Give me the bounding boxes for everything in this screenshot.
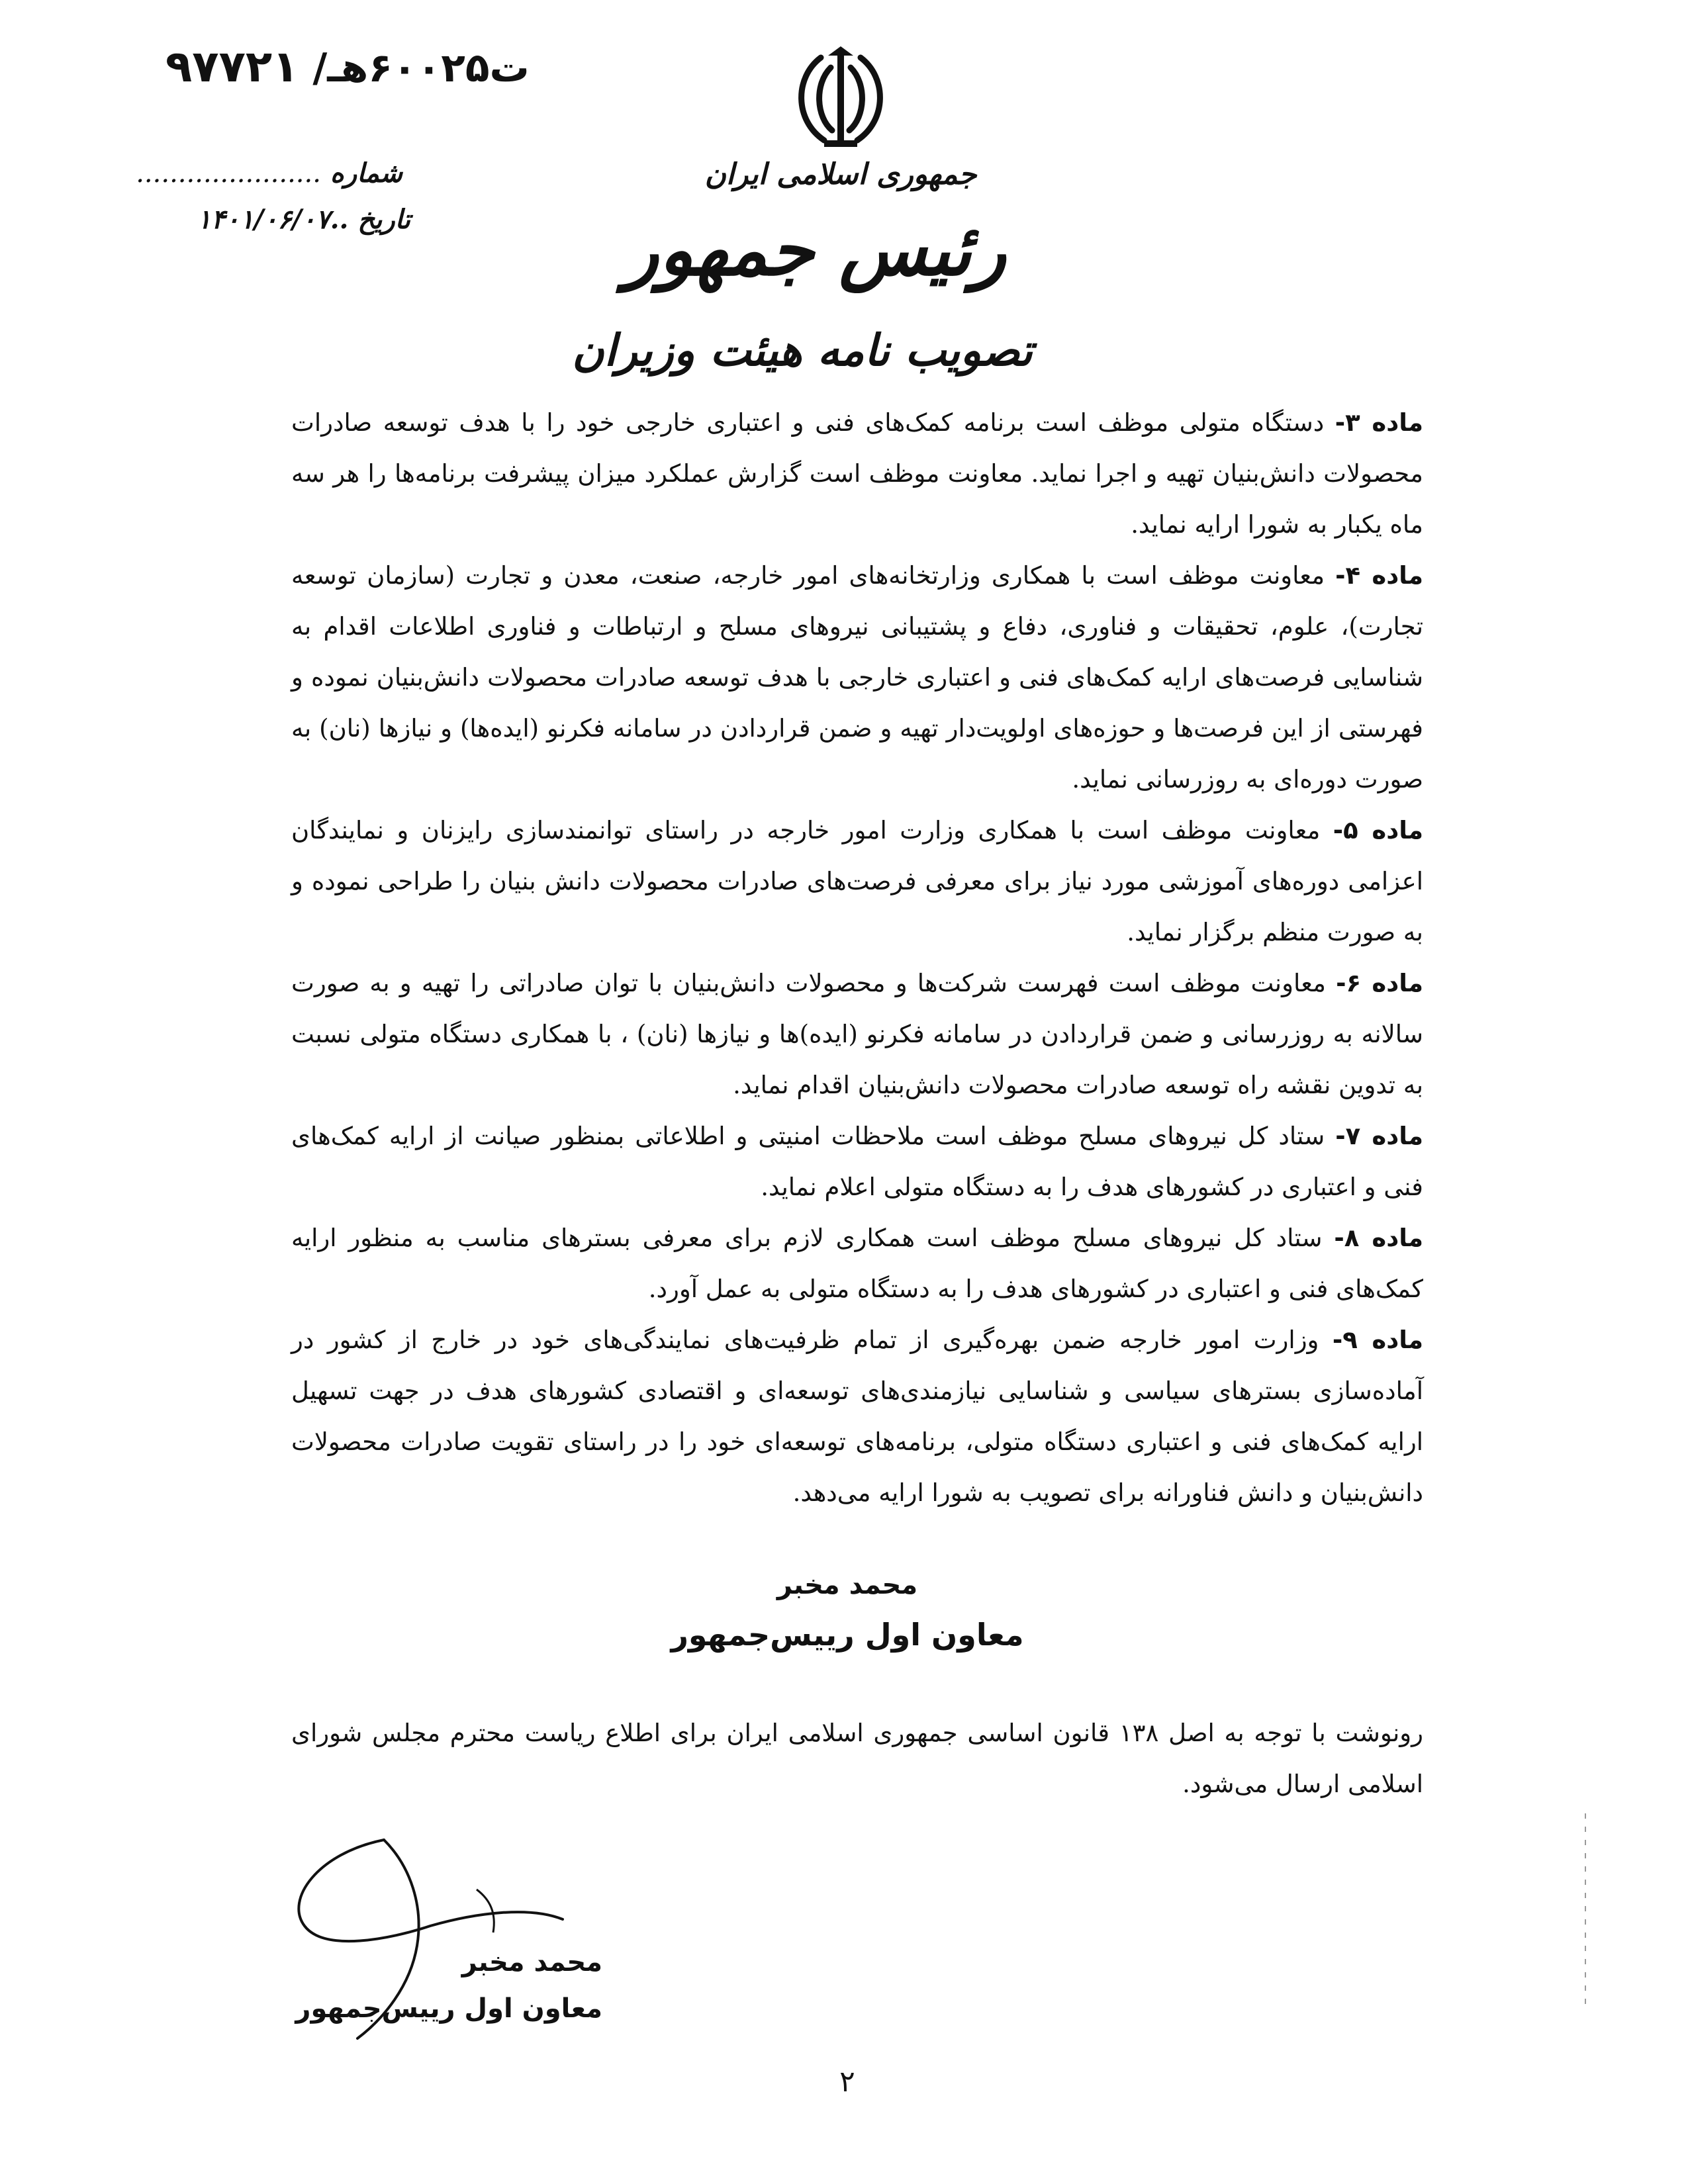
article-text: معاونت موظف است با همکاری وزارتخانه‌های امور خارجه، صنعت، معدن و تجارت (سازمان توسعه تجارت)، علوم، تحقیقات و فناوری، دفاع و پشتیبانی نیروهای مسلح و ارتباطات و فناوری اطلاعات اقدام به شناسایی فرصت‌های ارایه کمک‌های فنی و اعتباری خارجی با هدف توسعه صادرات محصولات دانش‌بنیان نموده و فهرستی از این فرصت‌ها و حوزه‌های اولویت‌دار تهیه و ضمن قراردادن در سامانه فکرنو (ایده‌ها) و نیازها (نان) به صورت دوره‌ای به روزرسانی نماید. xyxy=(291,561,1423,794)
signatory-title: معاون اول رییس‌جمهور xyxy=(671,1617,1024,1653)
page-number: ۲ xyxy=(839,2065,855,2099)
date-value: ..۱۴۰۱/۰۶/۰۷ xyxy=(197,204,349,235)
article-text: ستاد کل نیروهای مسلح موظف است ملاحظات امنیتی و اطلاعاتی بمنظور صیانت از ارایه کمک‌های فنی و اعتباری در کشورهای هدف را به دستگاه متولی اعلام نماید. xyxy=(291,1122,1423,1201)
article-text: وزارت امور خارجه ضمن بهره‌گیری از تمام ظرفیت‌های نمایندگی‌های خود در خارج از کشور در آماده‌سازی بسترهای سیاسی و شناسایی نیازمندی‌های توسعه‌ای و اقتصادی کشورهای هدف در جهت تسهیل ارایه کمک‌های فنی و اعتباری دستگاه متولی، برنامه‌های توسعه‌ای خود را در راستای تقویت صادرات محصولات دانش‌بنیان و دانش فناورانه برای تصویب به شورا ارایه می‌دهد. xyxy=(291,1326,1423,1507)
country-name: جمهوری اسلامی ایران xyxy=(704,158,977,191)
article-9 xyxy=(291,1314,1423,1518)
signatory-name: محمد مخبر xyxy=(776,1570,918,1600)
article-5 xyxy=(291,805,1423,958)
article-text: معاونت موظف است با همکاری وزارت امور خارجه در راستای توانمندسازی رایزنان و نمایندگان اعزامی دوره‌های آموزشی مورد نیاز برای معرفی فرصت‌های صادرات محصولات دانش بنیان را طراحی نموده و به صورت منظم برگزار نماید. xyxy=(291,816,1423,946)
signature-block xyxy=(662,1562,1033,1661)
signature-repeat-name: محمد مخبر xyxy=(461,1947,602,1978)
iran-emblem-icon xyxy=(784,41,897,154)
article-label: ماده ۶- xyxy=(1336,969,1424,997)
number-label: شماره xyxy=(330,158,402,189)
articles-body xyxy=(291,397,1423,1518)
date-field xyxy=(159,204,410,235)
article-3 xyxy=(291,397,1423,550)
article-label: ماده ۳- xyxy=(1335,408,1423,437)
date-label: تاریخ xyxy=(357,204,410,235)
article-text: معاونت موظف است فهرست شرکت‌ها و محصولات دانش‌بنیان با توان صادراتی را تهیه و به صورت سالانه به روزرسانی و ضمن قراردادن در سامانه فکرنو (ایده)ها و نیازها (نان) ، با همکاری دستگاه متولی نسبت به تدوین نقشه راه توسعه صادرات محصولات دانش‌بنیان اقدام نماید. xyxy=(291,969,1423,1099)
signature-repeat xyxy=(285,1939,602,2032)
article-7 xyxy=(291,1111,1423,1212)
article-label: ماده ۹- xyxy=(1332,1326,1424,1354)
article-label: ماده ۵- xyxy=(1333,816,1423,844)
decree-title: تصویب نامه هیئت وزیران xyxy=(572,324,1033,376)
number-field xyxy=(136,158,402,189)
signature-repeat-title: معاون اول رییس‌جمهور xyxy=(295,1993,602,2024)
article-label: ماده ۸- xyxy=(1334,1224,1423,1252)
reference-number xyxy=(152,41,530,92)
reference-main-number: ۹۷۷۲۱ xyxy=(165,41,299,92)
reference-prefix: ت۶۰۰۲۵هـ/ xyxy=(312,45,530,91)
number-value: ...................... xyxy=(136,158,321,189)
article-label: ماده ۴- xyxy=(1335,561,1423,590)
scan-edge-marks-icon xyxy=(1582,1813,1589,2012)
article-text: ستاد کل نیروهای مسلح موظف است همکاری لازم برای معرفی بسترهای مناسب به منظور ارایه کمک‌های فنی و اعتباری در کشورهای هدف را به دستگاه متولی به عمل آورد. xyxy=(291,1224,1423,1303)
article-8 xyxy=(291,1212,1423,1314)
copy-note: رونوشت با توجه به اصل ۱۳۸ قانون اساسی جمهوری اسلامی ایران برای اطلاع ریاست محترم مجلس شورای اسلامی ارسال می‌شود. xyxy=(291,1719,1423,1798)
article-6 xyxy=(291,958,1423,1111)
article-4 xyxy=(291,550,1423,805)
article-text: دستگاه متولی موظف است برنامه کمک‌های فنی و اعتباری خارجی خود را با هدف توسعه صادرات محصولات دانش‌بنیان تهیه و اجرا نماید. معاونت موظف است گزارش عملکرد میزان پیشرفت برنامه‌ها را هر سه ماه یکبار به شورا ارایه نماید. xyxy=(291,408,1423,539)
article-label: ماده ۷- xyxy=(1335,1122,1423,1150)
office-title: رئیس جمهور xyxy=(624,208,1006,292)
